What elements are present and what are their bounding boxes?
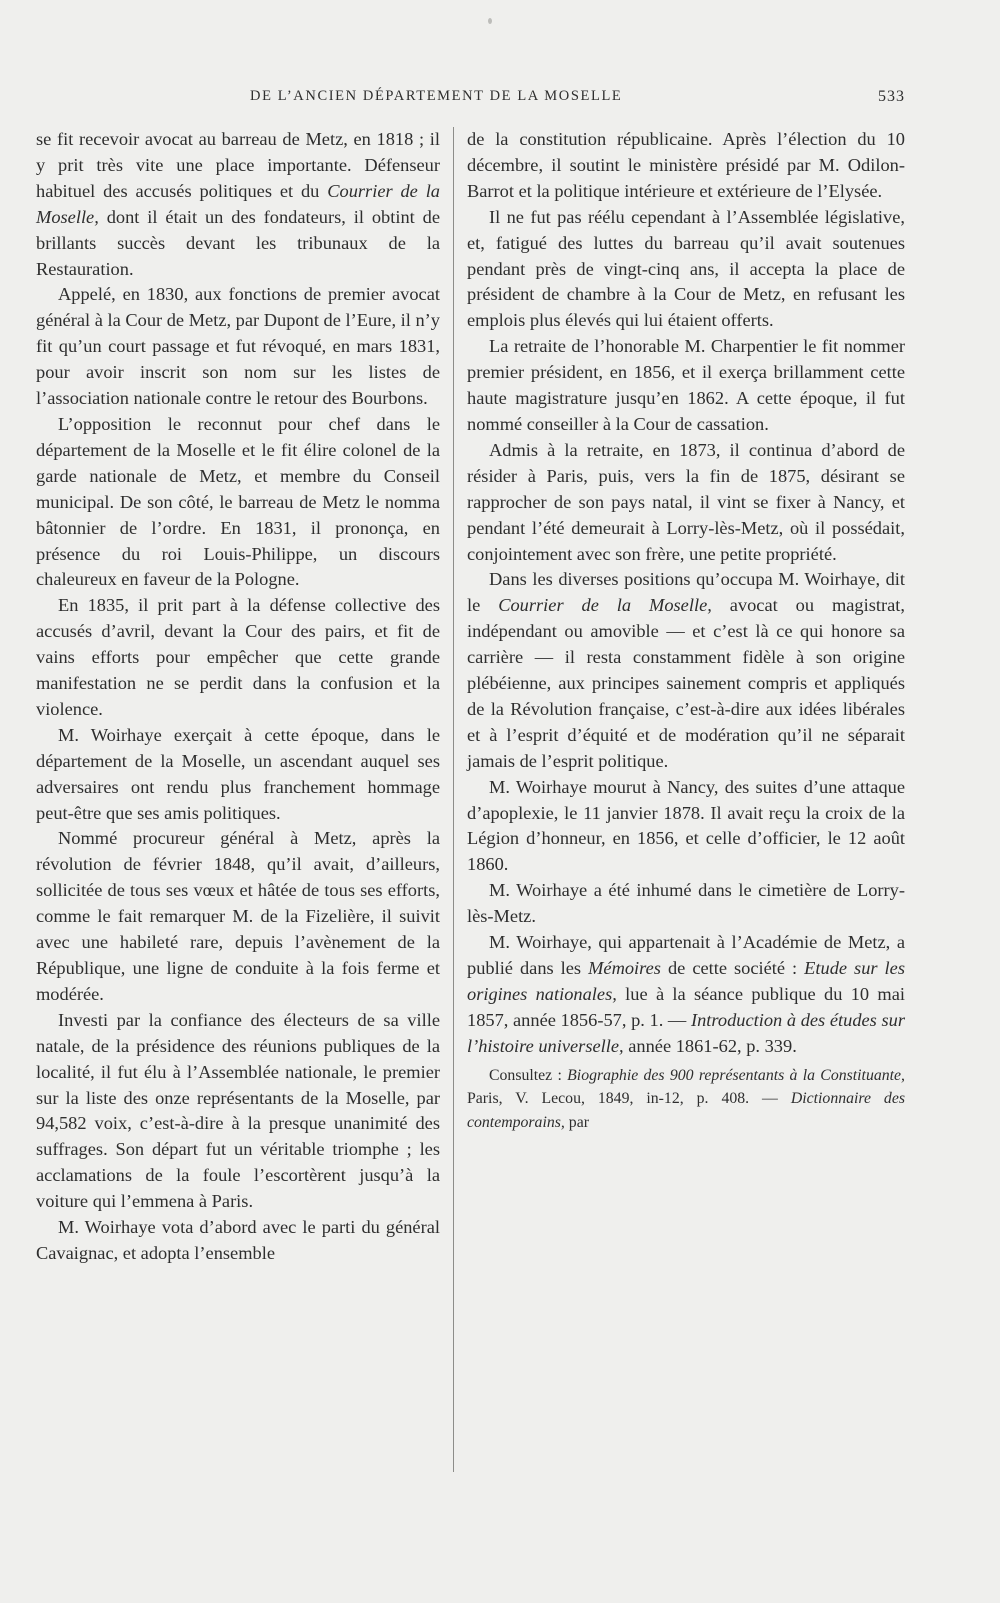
right-column [467,127,905,1134]
italic-text: Dictionnaire des contemporains, [467,1090,905,1131]
paragraph: Investi par la confiance des électeurs de sa ville natale, de la présidence des réunions publiques de la localité, il fut élu à l’Assemblée nationale, le premier sur la liste des onze représentants de la Moselle, par 94,582 voix, c’est-à-dire à la presque unanimité des suffrages. Son départ fut un véritable triomphe ; les acclamations de la foule l’escortèrent jusqu’à la voiture qui l’emmena à Paris. [36,1009,440,1212]
paragraph [467,567,905,774]
page-header [0,88,1000,112]
running-title: DE L’ANCIEN DÉPARTEMENT DE LA MOSELLE [250,88,623,104]
paragraph: Nommé procureur général à Metz, après la révolution de février 1848, qu’il avait, d’ailleurs, sollicitée de tous ses vœux et hâtée de tous ses efforts, comme le fait remarquer M. de la Fizelière, il suivit avec une habileté rare, depuis l’avènement de la République, une ligne de conduite à la fois ferme et modérée. [36,828,440,1004]
paragraph: Appelé, en 1830, aux fonctions de premier avocat général à la Cour de Metz, par Dupont de l’Eure, il n’y fit qu’un court passage et fut révoqué, en mars 1831, pour avoir inscrit son nom sur les listes de l’association nationale contre le retour des Bourbons. [36,284,440,409]
paragraph: M. Woirhaye vota d’abord avec le parti du général Cavaignac, et adopta l’ensemble [36,1217,440,1263]
text: Consultez : [489,1066,562,1084]
print-speck [488,18,492,24]
text: avocat ou magistrat, indépendant ou amovible — et c’est là ce qui honore sa carrière — il resta constamment fidèle à son origine plébéienne, aux principes sainement compris et appliqués de la Révolution française, c’est-à-dire aux idées libérales et à l’esprit d’équité et de modération qu’il ne séparait jamais de l’esprit politique. [467,595,905,771]
bibliography-note [467,1064,905,1135]
text: se fit recevoir avocat au barreau de Metz, en 1818 ; il y prit très vite une place importante. Défenseur habituel des accusés politiques et du [36,129,440,201]
italic-text: Courrier de la Moselle, [498,595,712,616]
paragraph: Admis à la retraite, en 1873, il continua d’abord de résider à Paris, puis, vers la fin de 1875, désirant se rapprocher de son pays natal, il vint se fixer à Nancy, et pendant l’été demeurait à Lorry-lès-Metz, où il possédait, conjointement avec son frère, une petite propriété. [467,439,905,564]
text: année 1861-62, p. 339. [628,1035,797,1056]
paragraph: La retraite de l’honorable M. Charpentier le fit nommer premier président, en 1856, et il exerça brillamment cette haute magistrature jusqu’en 1862. A cette époque, il fut nommé conseiller à la Cour de cassation. [467,336,905,434]
left-column [36,127,440,1267]
text: lue à la séance publique du 10 mai 1857, année 1856-57, p. 1. — [467,983,905,1030]
text: M. Woirhaye, qui appartenait à l’Académie de Metz, a publié dans les [467,932,905,978]
text: Dans les diverses positions qu’occupa M. Woirhaye, dit le [467,569,905,616]
text: de cette société : [667,958,798,978]
text: par [568,1113,589,1131]
italic-text: Etude sur les origines nationales, [467,958,905,1004]
italic-text: Introduction à des études sur l’histoire universelle, [467,1009,905,1056]
paragraph: de la constitution républicaine. Après l’élection du 10 décembre, il soutint le ministère présidé par M. Odilon-Barrot et la politique intérieure et extérieure de l’Elysée. [467,129,905,201]
paragraph: L’opposition le reconnut pour chef dans le département de la Moselle et le fit élire colonel de la garde nationale de Metz, et membre du Conseil municipal. De son côté, le barreau de Metz le nomma bâtonnier de l’ordre. En 1831, il prononça, en présence du roi Louis-Philippe, un discours chaleureux en faveur de la Pologne. [36,413,440,590]
paragraph: Il ne fut pas réélu cependant à l’Assemblée législative, et, fatigué des luttes du barreau qu’il avait soutenues pendant près de vingt-cinq ans, il accepta la place de président de chambre à la Cour de Metz, en refusant les emplois plus élevés qui lui étaient offerts. [467,206,905,331]
italic-text: Mémoires [588,958,661,978]
text: Paris, V. Lecou, 1849, in-12, p. 408. — [467,1090,778,1108]
page-number: 533 [878,88,905,105]
text: dont il était un des fondateurs, il obtint de brillants succès devant les tribunaux de la Restauration. [36,206,440,279]
paragraph [467,930,905,1060]
italic-text: Biographie des 900 représentants à la Constituante, [567,1066,905,1084]
paragraph [36,127,440,282]
column-divider [453,127,454,1472]
italic-text: Courrier de la Moselle, [36,180,440,227]
paragraph: M. Woirhaye a été inhumé dans le cimetière de Lorry-lès-Metz. [467,880,905,927]
paragraph: M. Woirhaye mourut à Nancy, des suites d’une attaque d’apoplexie, le 11 janvier 1878. Il avait reçu la croix de la Légion d’honneur, en 1856, et celle d’officier, le 12 août 1860. [467,776,905,875]
paragraph: M. Woirhaye exerçait à cette époque, dans le département de la Moselle, un ascendant auquel ses adversaires ont rendu plus franchement hommage peut-être que ses amis politiques. [36,724,440,823]
paragraph: En 1835, il prit part à la défense collective des accusés d’avril, devant la Cour des pairs, et fit de vains efforts pour empêcher que cette grande manifestation ne se perdit dans la confusion et la violence. [36,595,440,719]
